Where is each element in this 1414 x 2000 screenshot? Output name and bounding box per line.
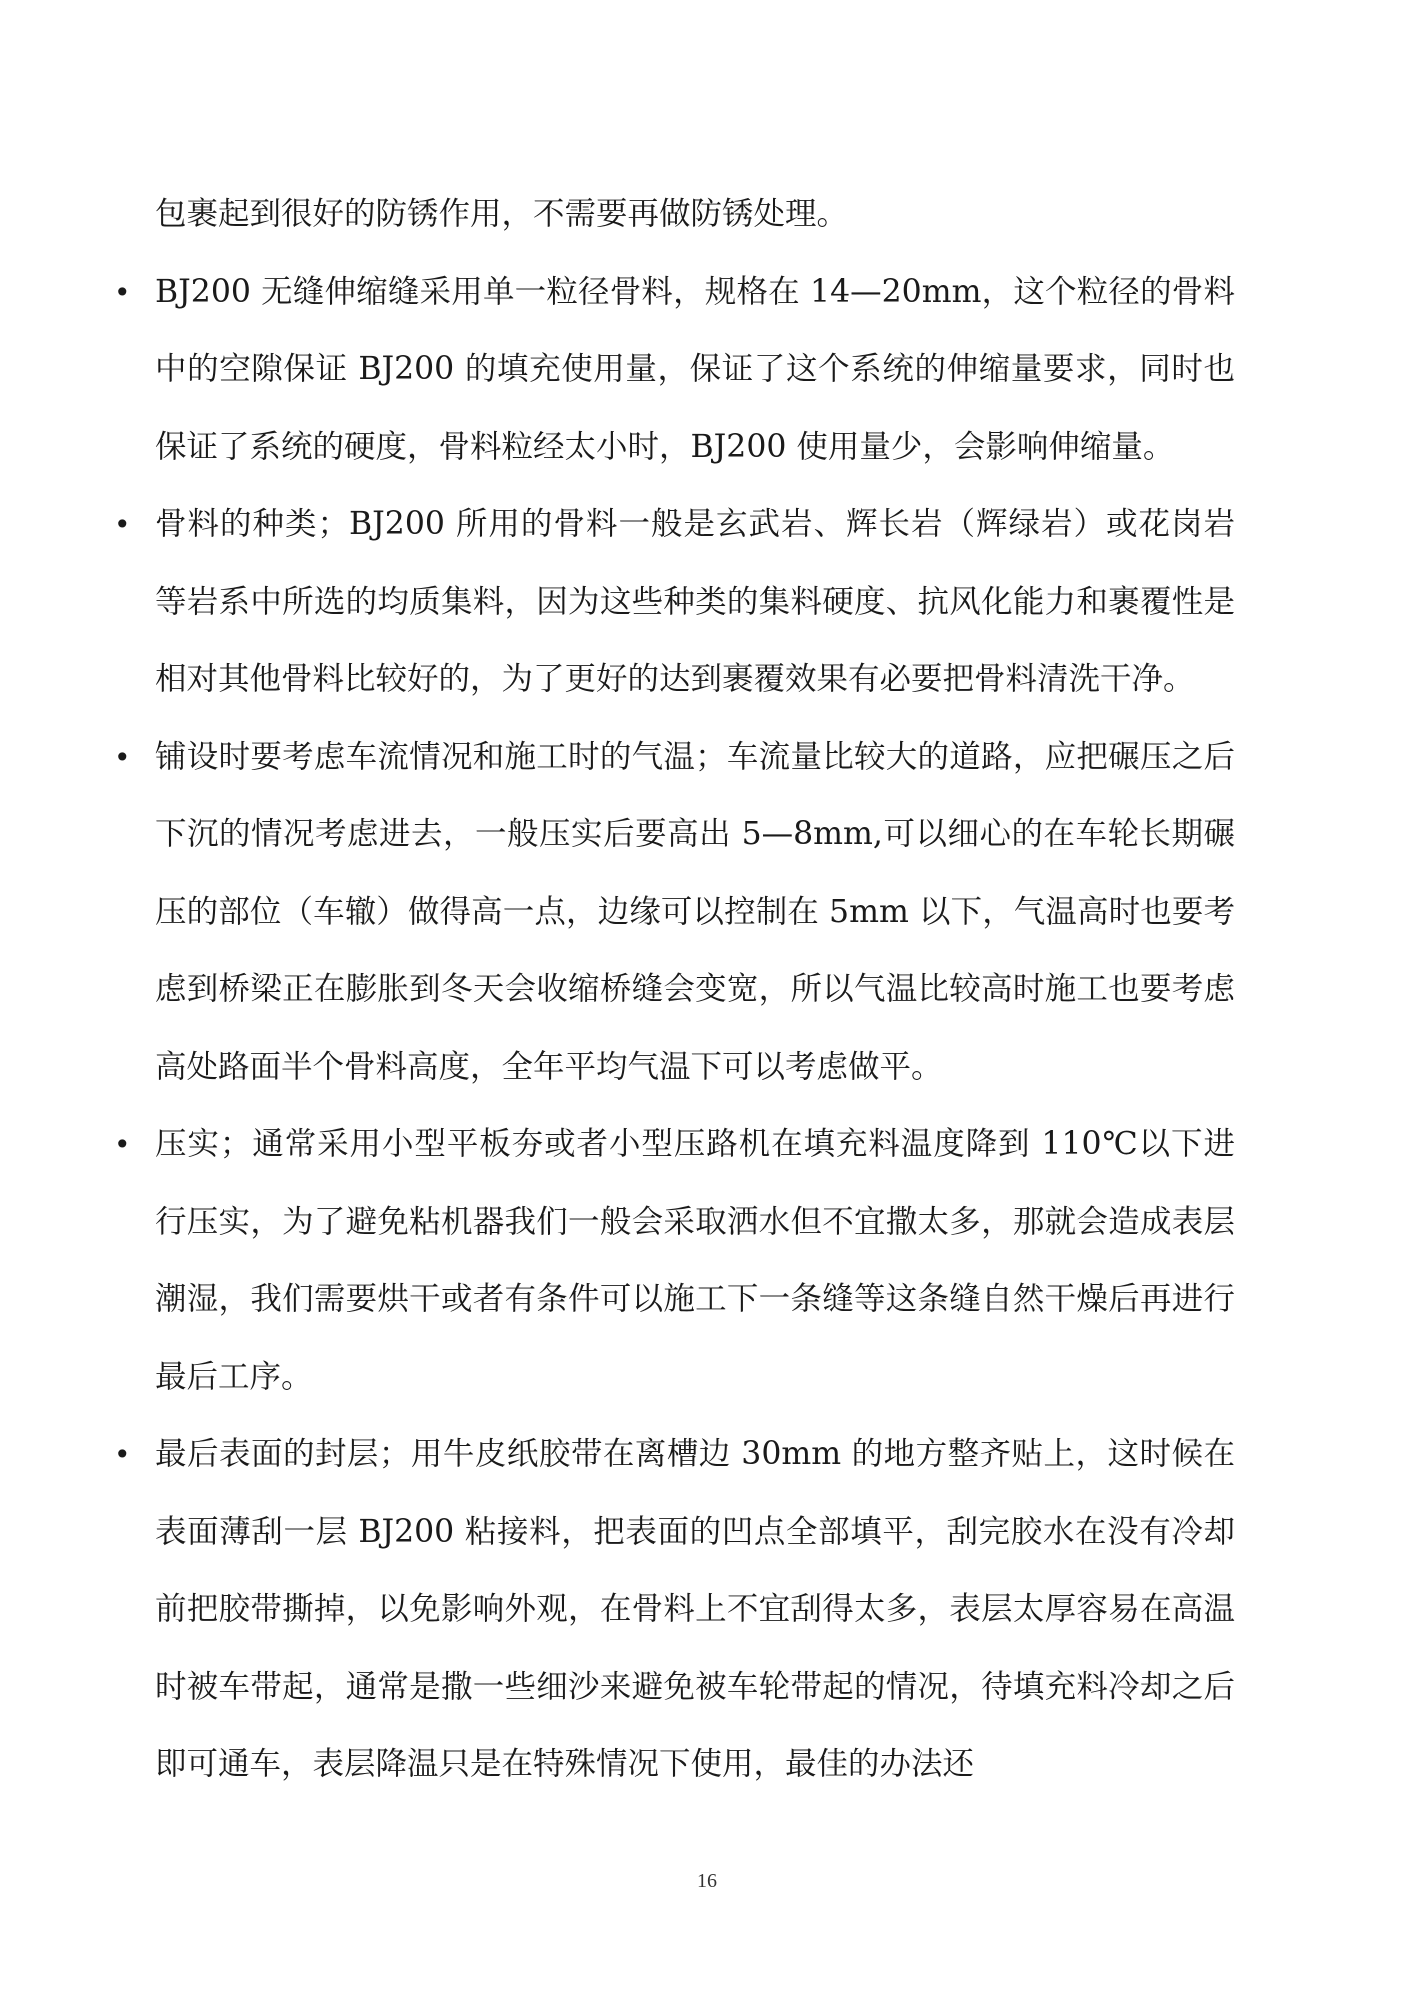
bullet-item (114, 486, 1235, 719)
page-content (114, 176, 1235, 1804)
bullet-text: 骨料的种类；BJ200 所用的骨料一般是玄武岩、辉长岩（辉绿岩）或花岗岩等岩系中所选的均质集料，因为这些种类的集料硬度、抗风化能力和裹覆性是相对其他骨料比较好的，为了更好的达到裹覆效果有必要把骨料清洗干净。 (155, 506, 1235, 697)
bullet-text: 压实；通常采用小型平板夯或者小型压路机在填充料温度降到 110℃以下进行压实，为了避免粘机器我们一般会采取洒水但不宜撒太多，那就会造成表层潮湿，我们需要烘干或者有条件可以施工下一条缝等这条缝自然干燥后再进行最后工序。 (155, 1126, 1235, 1395)
bullet-icon: • (114, 275, 131, 309)
bullet-icon: • (114, 1128, 131, 1161)
bullet-icon: • (114, 1438, 131, 1471)
bullet-item (114, 719, 1235, 1107)
bullet-icon: • (114, 740, 131, 774)
bullet-item (114, 1416, 1235, 1804)
bullet-icon: • (114, 508, 131, 541)
intro-paragraph: 包裹起到很好的防锈作用，不需要再做防锈处理。 (155, 196, 849, 232)
bullet-item (114, 254, 1235, 487)
bullet-text: 最后表面的封层；用牛皮纸胶带在离槽边 30mm 的地方整齐贴上，这时候在表面薄刮一层 BJ200 粘接料，把表面的凹点全部填平，刮完胶水在没有冷却前把胶带撕掉，以免影响外观，在骨料上不宜刮得太多，表层太厚容易在高温时被车带起，通常是撒一些细沙来避免被车轮带起的情况，待填充料冷却之后即可通车，表层降温只是在特殊情况下使用，最佳的办法还 (155, 1436, 1235, 1782)
bullet-item (114, 1106, 1235, 1416)
page-number: 16 (697, 1870, 717, 1892)
bullet-text: BJ200 无缝伸缩缝采用单一粒径骨料，规格在 14—20mm，这个粒径的骨料中的空隙保证 BJ200 的填充使用量，保证了这个系统的伸缩量要求，同时也保证了系统的硬度，骨料粒经太小时，BJ200 使用量少，会影响伸缩量。 (155, 273, 1235, 465)
bullet-text: 铺设时要考虑车流情况和施工时的气温；车流量比较大的道路，应把碾压之后下沉的情况考虑进去，一般压实后要高出 5—8mm,可以细心的在车轮长期碾压的部位（车辙）做得高一点，边缘可以控制在 5mm 以下，气温高时也要考虑到桥梁正在膨胀到冬天会收缩桥缝会变宽，所以气温比较高时施工也要考虑高处路面半个骨料高度，全年平均气温下可以考虑做平。 (155, 738, 1235, 1085)
